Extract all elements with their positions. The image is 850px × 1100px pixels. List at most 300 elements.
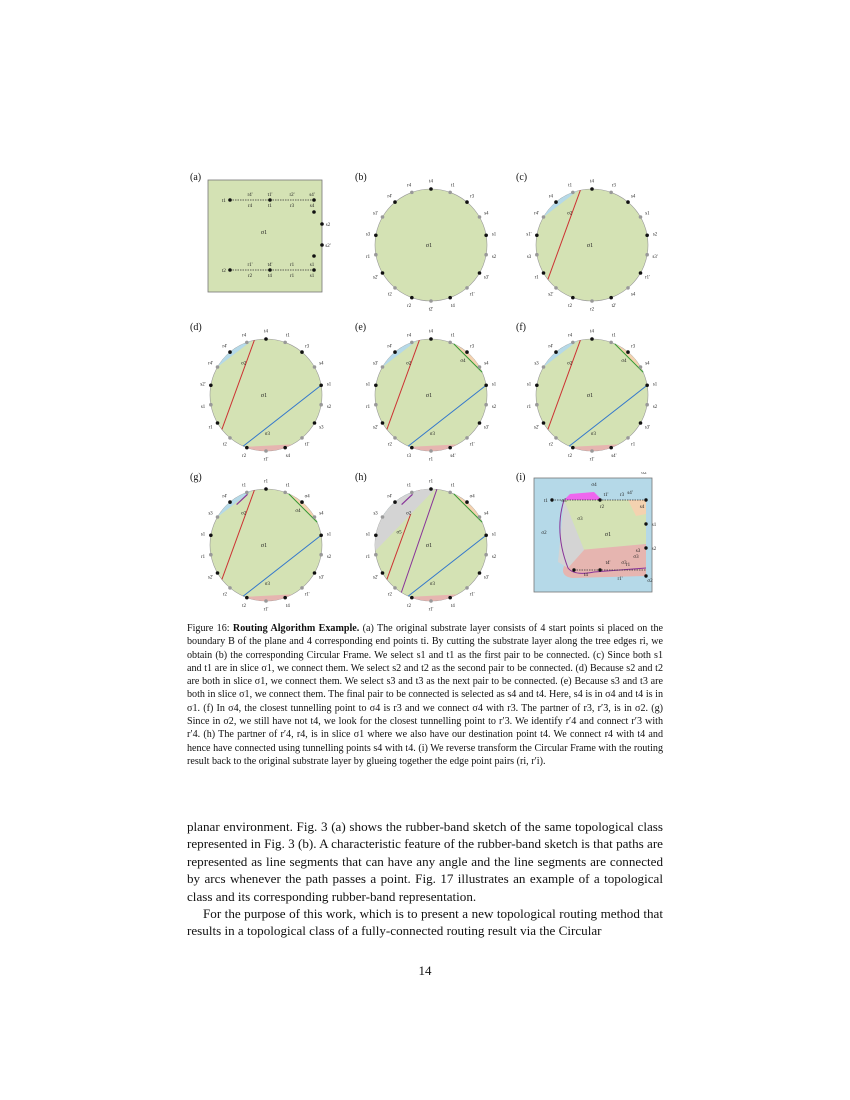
boundary-point [609,341,613,345]
slice-label: σ3 [590,431,596,437]
point-label: s2' [548,292,554,298]
point-label: s2 [651,547,657,552]
boundary-point [264,599,268,603]
boundary-point [639,271,643,275]
point-label: t1 [286,333,290,339]
panel-a-diagram [198,172,338,312]
point-label: σ3 [621,561,627,566]
point-label: r2 [387,442,392,448]
point-label: s2 [491,404,497,410]
boundary-point [554,200,558,204]
boundary-point [571,296,575,300]
boundary-point [484,233,488,237]
point-label: σ3 [577,517,583,522]
point-label: s4 [645,361,650,367]
boundary-point [209,383,213,387]
point-label: s4 [484,211,489,217]
boundary-point [644,522,647,525]
point-label: r3 [305,344,310,350]
boundary-point [381,515,385,519]
boundary-point [245,491,249,495]
point-label: s3 [319,425,324,431]
boundary-point [609,191,613,195]
panel-g-diagram [198,472,338,612]
boundary-point [429,487,433,491]
point-label: r4' [387,194,393,200]
boundary-point [465,500,469,504]
boundary-point [448,596,452,600]
point-label: s2 [652,232,658,238]
point-label: s1 [491,382,497,388]
boundary-point [319,553,323,557]
point-label: t2' [611,303,617,309]
boundary-point [478,271,482,275]
point-label: s1 [326,532,332,538]
point-label: s1 [200,532,206,538]
slice-label: σ5 [396,530,402,536]
boundary-point [644,574,647,577]
boundary-point [535,403,539,407]
point-label: r1' [428,607,434,612]
boundary-point [313,571,317,575]
panel-f [516,322,656,462]
point-label: s2' [373,425,379,431]
point-label: t2 [568,453,572,459]
panel-c [516,172,656,312]
point-label: s4 [484,361,489,367]
point-label: t4 [584,573,588,578]
point-label: s4 [285,453,291,459]
point-label: r4 [568,333,573,339]
point-label: σ2 [541,531,547,536]
boundary-point [448,446,452,450]
boundary-point [374,403,378,407]
point-label: s1 [200,404,206,410]
point-label: s2 [325,223,331,228]
point-label: s2 [326,404,332,410]
point-label: t1 [451,483,455,489]
boundary-point [393,500,397,504]
boundary-point [374,253,378,257]
boundary-point [590,449,594,453]
point-label: s3' [483,425,489,431]
boundary-point [644,498,647,501]
panel-c-diagram [524,172,664,312]
boundary-point [264,487,268,491]
panel-i [516,472,656,612]
boundary-point [228,436,232,440]
point-label: r1 [365,404,370,410]
point-label: r1 [429,479,433,485]
boundary-point [478,421,482,425]
boundary-point [313,365,317,369]
panel-label: (d) [190,322,202,333]
point-label: r3 [631,344,636,350]
boundary-point [535,233,539,237]
point-label: s2 [491,554,497,560]
point-label: t1 [286,483,290,489]
boundary-point [209,533,213,537]
boundary-point [484,553,488,557]
substrate-square [208,180,322,292]
boundary-point [312,198,316,202]
slice-label: σ4 [621,358,627,364]
point-label: r4' [208,361,214,367]
boundary-point [209,553,213,557]
boundary-point [410,341,414,345]
point-label: r2 [599,505,605,510]
boundary-point [609,296,613,300]
point-label: r1' [263,457,269,462]
caption-title: Routing Algorithm Example. [232,623,360,634]
point-label: s3 [534,361,539,367]
boundary-point [554,436,558,440]
slice-label: σ3 [429,581,435,587]
panel-d-diagram [198,322,338,462]
boundary-point [283,446,287,450]
point-label: s1 [526,382,532,388]
point-label: r1' [304,592,310,598]
point-label: r4 [407,183,412,189]
point-label: s2 [326,554,332,560]
point-label: r1' [469,292,475,298]
point-label: r2' [289,193,295,198]
slice-label: σ3 [264,581,270,587]
boundary-point [319,383,323,387]
panel-label: (b) [355,172,367,183]
slice-label: σ1 [586,393,594,399]
boundary-point [264,337,268,341]
boundary-point [381,421,385,425]
slice-label: σ2 [406,361,412,367]
point-label: s1 [365,532,371,538]
point-label: t2 [222,269,226,274]
boundary-point [313,515,317,519]
boundary-point [319,403,323,407]
boundary-point [429,449,433,453]
boundary-point [320,222,324,226]
point-label: s2' [373,575,379,581]
point-label: r3 [470,344,475,350]
body-text [187,818,663,940]
panel-label: (i) [516,472,526,483]
slice-label: σ2 [406,511,412,517]
point-label: s3 [526,254,532,260]
boundary-point [639,215,643,219]
point-label: s4' [450,453,456,459]
point-label: s1 [309,263,315,268]
point-label: t4 [429,329,433,335]
boundary-point [571,341,575,345]
boundary-point [465,436,469,440]
boundary-point [478,365,482,369]
point-label: s2' [325,244,331,249]
point-label: r1' [247,263,253,268]
point-label: r1' [644,275,650,281]
boundary-point [542,215,546,219]
point-label: r1' [469,442,475,448]
boundary-point [448,191,452,195]
point-label: t4 [451,603,455,609]
slice-label: σ3 [264,431,270,437]
point-label: t4 [264,329,268,335]
point-label: t1 [222,199,226,204]
boundary-point [312,268,316,272]
point-label: s3 [365,232,371,238]
point-label: r3 [470,194,475,200]
point-label: r1 [631,442,636,448]
boundary-point [216,421,220,425]
boundary-point [645,233,649,237]
boundary-point [550,498,553,501]
boundary-point [228,268,232,272]
point-label: r1' [589,457,595,462]
panel-b [355,172,495,312]
slice-label: σ1 [425,543,433,549]
point-label: r1 [289,274,295,279]
boundary-point [429,337,433,341]
panel-label: (h) [355,472,367,483]
point-label: r1 [208,425,213,431]
boundary-point [535,383,539,387]
boundary-point [216,515,220,519]
point-label: t1 [242,483,246,489]
boundary-point [300,500,304,504]
boundary-point [228,586,232,590]
boundary-point [571,191,575,195]
point-label: s1' [373,211,379,217]
point-label: s3' [644,425,650,431]
boundary-point [484,253,488,257]
boundary-point [542,421,546,425]
point-label: t4 [429,179,433,185]
boundary-point [312,254,316,258]
panel-label: (a) [190,172,202,183]
point-label: r1 [534,275,539,281]
point-label: t2 [407,603,411,609]
boundary-point [465,286,469,290]
point-label: r1 [289,263,295,268]
boundary-point [374,383,378,387]
point-label: t1 [544,499,548,504]
point-label: r1 [365,254,370,260]
boundary-point [484,533,488,537]
point-label: t2 [568,303,572,309]
boundary-point [300,350,304,354]
boundary-point [319,533,323,537]
point-label: t1 [407,483,411,489]
boundary-point [572,568,575,571]
point-label: t1' [603,493,609,498]
boundary-point [228,198,232,202]
slice-label: σ2 [567,361,573,367]
caption-figure-id: Figure 16: [187,623,230,634]
point-label: σ4 [469,494,475,500]
boundary-point [374,533,378,537]
boundary-point [410,596,414,600]
boundary-point [381,571,385,575]
point-label: r1 [264,479,268,485]
point-label: t1' [267,193,273,198]
boundary-point [465,200,469,204]
point-label: s4 [484,511,489,517]
boundary-point [381,215,385,219]
boundary-point [228,500,232,504]
point-label: r2 [387,592,392,598]
point-label: s4 [309,204,315,209]
boundary-point [283,491,287,495]
boundary-point [300,436,304,440]
point-label: r3 [289,204,295,209]
slice-label: σ1 [425,243,433,249]
point-label: r1' [469,592,475,598]
panel-d [190,322,330,462]
point-label: r3 [611,183,616,189]
boundary-point [209,403,213,407]
point-label: t4 [451,303,455,309]
boundary-point [478,515,482,519]
boundary-point [626,436,630,440]
boundary-point [484,403,488,407]
point-label: s4 [639,505,645,510]
point-label: s1 [491,232,497,238]
point-label: s4 [631,194,636,200]
point-label: t1' [304,442,310,448]
point-label: t4 [590,329,594,335]
point-label: t1 [568,183,572,189]
panel-label: (f) [516,322,526,333]
panel-e [355,322,495,462]
boundary-point [300,586,304,590]
boundary-point [381,365,385,369]
caption-text: (a) The original substrate layer consists of 4 start points si placed on the boundary B of the plane and 4 corresponding end points ti. By cutting the substrate layer along the tree edges ri, we obtain (b) the corresponding Circular Frame. We select s1 and t1 as the first pair to be connected. (c) Since both s1 and t1 are in slice σ1, we connect them. We select s2 and t2 as the second pair to be connected. (d) Because s2 and t2 are both in slice σ1, we connect them. We select s3 and t3 as the next pair to be connected. (e) Because s3 and t3 are both in slice σ1, we connect them. The final pair to be connected is selected as s4 and t4. Here, s4 is in σ4 and t4 is in σ1. (f) In σ4, the closest tunnelling point to σ4 is r3 and we connect σ4 with r3. The partner of r3, r′3, is in σ2. (g) Since in σ2, we still have not t4, we look for the closest tunnelling point to r′3. We identify r′4 and connect r′3 with r′4. (h) The partner of r′4, r4, is in slice σ1 where we also have our destination point t4. We connect r4 with t4 and hence have connected using tunnelling points s4 with t4. (i) We reverse transform the Circular Frame with the routing result back to the original substrate layer by glueing together the edge point pairs (ri, r′i). [187,623,663,767]
point-label: s2 [652,404,658,410]
boundary-point [542,271,546,275]
boundary-point [268,268,272,272]
boundary-point [429,599,433,603]
point-label: r1 [526,404,531,410]
panel-i-diagram [524,472,664,612]
point-label: r4 [242,333,247,339]
point-label: σ4 [304,494,310,500]
point-label: s4 [319,511,324,517]
boundary-point [598,498,601,501]
boundary-point [645,383,649,387]
point-label: r4 [548,194,553,200]
boundary-point [554,350,558,354]
boundary-point [264,449,268,453]
slice-label: σ1 [260,230,268,236]
boundary-point [571,446,575,450]
point-label: σ2 [641,472,647,476]
point-label: s3 [208,511,213,517]
point-label: s1 [491,532,497,538]
point-label: r4' [534,211,540,217]
point-label: r4 [407,333,412,339]
slice-label: σ1 [586,243,594,249]
point-label: t2' [428,307,434,312]
point-label: s2' [200,382,206,388]
slice-label: σ2 [241,361,247,367]
boundary-point [313,421,317,425]
panel-label: (g) [190,472,202,483]
point-label: s3' [483,275,489,281]
boundary-point [542,365,546,369]
point-label: s3 [373,511,378,517]
slice-label: σ1 [260,393,268,399]
body-paragraph-2: For the purpose of this work, which is to present a new topological routing method that results in a topological class of a fully-connected routing result via the Circular [187,906,663,939]
boundary-point [393,586,397,590]
boundary-point [465,350,469,354]
point-label: r4' [222,494,228,500]
boundary-point [484,383,488,387]
boundary-point [448,296,452,300]
point-label: r1' [263,607,269,612]
slice-label: σ3 [429,431,435,437]
panel-f-diagram [524,322,664,462]
point-label: r1 [365,554,370,560]
figure-caption [187,622,663,768]
boundary-point [410,191,414,195]
boundary-point [639,365,643,369]
point-label: r4 [247,204,253,209]
boundary-point [216,365,220,369]
panel-b-diagram [363,172,503,312]
point-label: s1 [309,274,315,279]
boundary-point [245,596,249,600]
point-label: t4' [267,263,273,268]
point-label: r1 [625,563,631,568]
body-paragraph-1: planar environment. Fig. 3 (a) shows the rubber-band sketch of the same topological class represented in Fig. 3 (b). A characteristic feature of the rubber-band sketch is that paths are represented as line segments that can have any angle and the line segments are connected by arcs whenever the path passes a point. Fig. 17 illustrates an example of a topological class and its corresponding rubber-band representation. [187,819,663,904]
point-label: s2' [534,425,540,431]
point-label: t1 [451,333,455,339]
boundary-point [590,187,594,191]
boundary-point [448,491,452,495]
boundary-point [626,200,630,204]
point-label: σ5 [561,499,567,504]
boundary-point [429,299,433,303]
boundary-point [478,571,482,575]
slice-label: σ1 [604,532,612,538]
point-label: s2' [373,275,379,281]
boundary-point [245,446,249,450]
point-label: s3' [373,361,379,367]
boundary-point [283,596,287,600]
panel-g [190,472,330,612]
point-label: t4' [605,561,611,566]
boundary-point [216,571,220,575]
boundary-point [478,215,482,219]
boundary-point [283,341,287,345]
point-label: s1 [645,211,650,217]
slice-label: σ1 [260,543,268,549]
boundary-point [245,341,249,345]
point-label: s1 [652,382,658,388]
boundary-point [410,296,414,300]
point-label: s3' [318,575,324,581]
boundary-point [228,350,232,354]
point-label: t2 [242,603,246,609]
boundary-point [374,553,378,557]
point-label: r4' [222,344,228,350]
boundary-point [320,243,324,247]
boundary-point [639,421,643,425]
panel-h [355,472,495,612]
slice-label: σ4 [460,358,466,364]
boundary-point [645,403,649,407]
point-label: t1 [612,333,616,339]
slice-label: σ2 [567,211,573,217]
